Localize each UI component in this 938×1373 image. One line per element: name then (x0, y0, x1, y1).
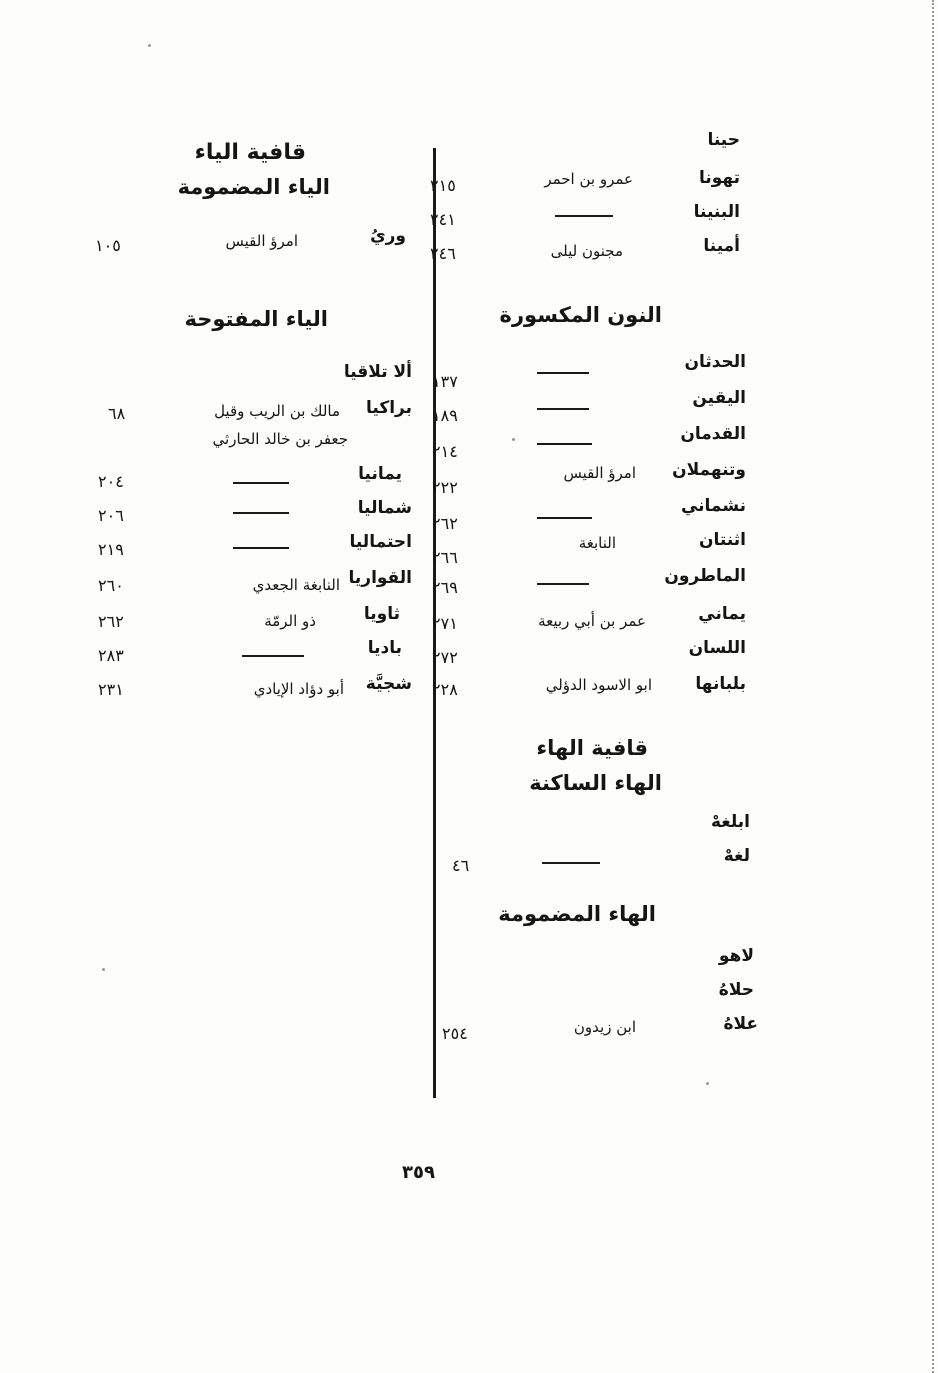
rhyme-word: اللسان (688, 638, 746, 658)
same-poet-dash (537, 408, 589, 410)
page-ref: ٢٠٤ (98, 472, 124, 491)
poet-name: عمرو بن احمر (544, 170, 633, 188)
poet-name: النابغة الجعدي (252, 576, 340, 594)
rhyme-word: ألا تلاقيا (343, 362, 412, 382)
rhyme-word: شماليا (357, 498, 412, 518)
rhyme-word: الحدثان (684, 352, 746, 372)
same-poet-dash (537, 517, 592, 519)
poet-name: مجنون ليلى (550, 242, 623, 260)
page-ref: ٢٦٢ (432, 514, 458, 533)
page-ref: ٤٦ (452, 856, 470, 875)
page-ref: ٢٦٠ (98, 576, 124, 595)
section-heading: النون المكسورة (499, 303, 662, 327)
poet-name: أبو دؤاد الإيادي (253, 680, 344, 698)
rhyme-word: ثاويا (363, 604, 400, 624)
page-ref: ٢٤١ (430, 210, 456, 229)
page-ref: ٢١٩ (98, 540, 124, 559)
rhyme-word: أمينا (703, 236, 740, 256)
same-poet-dash (537, 443, 592, 445)
page-ref: ٦٨ (108, 404, 126, 423)
rhyme-word: بلبانها (695, 674, 746, 694)
rhyme-word: باديا (367, 638, 402, 658)
page-ref: ٢٧١ (432, 614, 458, 633)
rhyme-word: وريُ (370, 226, 406, 246)
poet-name: ابن زيدون (573, 1018, 636, 1036)
same-poet-dash (537, 372, 589, 374)
same-poet-dash (233, 512, 289, 514)
rhyme-word: وتنهملان (672, 460, 746, 480)
poet-name: النابغة (578, 534, 616, 552)
page-ref: ٢٤٦ (430, 244, 456, 263)
page-ref: ٢٢٢ (432, 478, 458, 497)
same-poet-dash (537, 583, 589, 585)
page-ref: ٢١٤ (432, 442, 458, 461)
rhyme-word: الماطرون (664, 566, 746, 586)
same-poet-dash (555, 215, 613, 217)
rhyme-word: احتماليا (349, 532, 412, 552)
rhyme-word: ابلغهْ (710, 812, 750, 832)
poet-name: مالك بن الريب وقيل (214, 402, 340, 420)
page-ref: ٢٦٦ (432, 548, 458, 567)
rhyme-word: نشماني (680, 496, 746, 516)
poet-name-line2: جعفر بن خالد الحارثي (212, 430, 348, 448)
page-ref: ٢٦٢ (98, 612, 124, 631)
page-ref: ٢٢٨ (432, 680, 458, 699)
page-ref: ٢٠٦ (98, 506, 124, 525)
rhyme-word: اثنتان (699, 530, 746, 550)
rhyme-word: البنينا (693, 202, 740, 222)
page-ref: ١٠٥ (95, 236, 121, 255)
rhyme-word: القواريا (348, 568, 412, 588)
rhyme-section-title: قافية الهاء (536, 736, 648, 760)
poet-name: امرؤ القيس (563, 464, 636, 482)
same-poet-dash (242, 655, 304, 657)
page-ref: ٢٦٩ (432, 578, 458, 597)
rhyme-word: علاهُ (723, 1014, 758, 1034)
page-ref: ٢٣١ (98, 680, 124, 699)
rhyme-word: يماني (698, 604, 746, 624)
page-ref: ٢٨٣ (98, 646, 124, 665)
page-ref: ٢٥٤ (442, 1024, 468, 1043)
poet-name: امرؤ القيس (225, 232, 298, 250)
scan-speck (148, 44, 151, 47)
page-ref: ٢١٥ (430, 176, 456, 195)
rhyme-word: براكيا (366, 398, 412, 418)
rhyme-word: لاهو (718, 946, 754, 966)
section-heading: الهاء الساكنة (529, 771, 662, 795)
page-ref: ١٣٧ (432, 372, 458, 391)
section-heading: الياء المضمومة (177, 175, 330, 199)
poet-name: ذو الرمّة (264, 612, 316, 630)
rhyme-word: القدمان (680, 424, 746, 444)
rhyme-word: لغهْ (723, 846, 750, 866)
scan-speck (512, 438, 515, 441)
poet-name: عمر بن أبي ربيعة (538, 612, 646, 630)
page-edge-dots (931, 0, 934, 1373)
scan-speck (102, 968, 105, 971)
rhyme-word: حلاهُ (718, 980, 754, 1000)
same-poet-dash (233, 547, 289, 549)
same-poet-dash (233, 482, 289, 484)
rhyme-word: حينا (707, 130, 740, 150)
rhyme-section-title: قافية الياء (194, 140, 306, 165)
same-poet-dash (542, 862, 600, 864)
poet-name: ابو الاسود الدؤلي (545, 676, 652, 694)
rhyme-word: اليقين (692, 388, 746, 408)
scan-speck (706, 1082, 709, 1085)
section-heading: الهاء المضمومة (498, 902, 656, 926)
rhyme-word: يمانيا (358, 464, 402, 484)
section-heading: الياء المفتوحة (184, 307, 328, 331)
page-ref: ١٨٩ (432, 406, 458, 425)
rhyme-word: شجيَّة (365, 674, 412, 694)
page-number: ٣٥٩ (402, 1162, 435, 1183)
page-ref: ٢٧٢ (432, 648, 458, 667)
rhyme-word: تهونا (698, 168, 740, 188)
